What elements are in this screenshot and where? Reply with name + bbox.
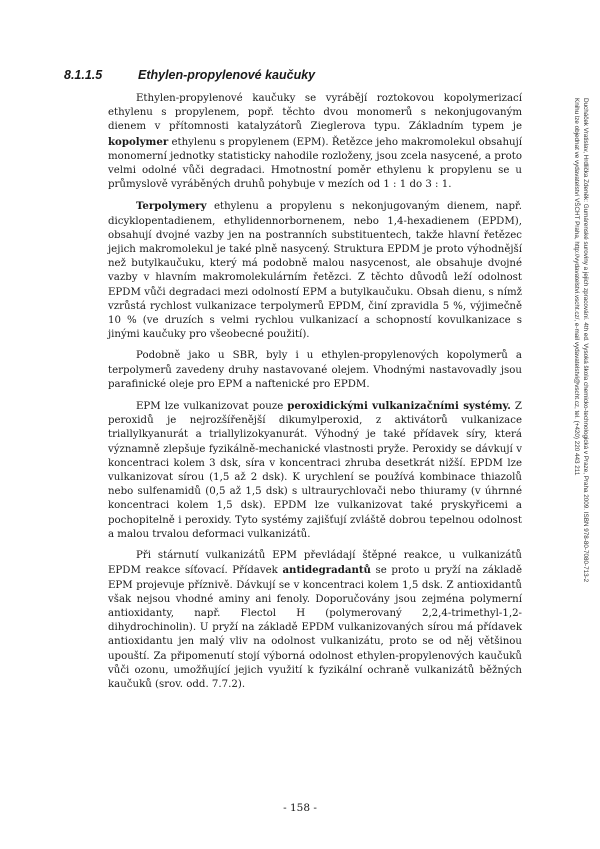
text-run: Ethylen-propylenové kaučuky se vyrábějí roztokovou kopolymerizací ethylenu s propylenem, popř. těchto dvou monomerů s nekonjugovaným dienem v přítomnosti katalyzátorů Zieglerova typu. Základním typem je	[108, 93, 522, 133]
page-number: - 158 -	[283, 802, 317, 814]
body-text	[108, 92, 522, 699]
paragraph	[108, 349, 522, 392]
text-run: Při stárnutí vulkanizátů EPM převládají štěpné reakce, u vulkanizátů EPDM reakce síťovací. Přídavek	[108, 550, 522, 577]
text-run: Podobně jako u SBR, byly i u ethylen-propylenových kopolymerů a terpolymerů zavedeny druhy nastavované olejem. Vhodnými nastavovadly jsou parafinické oleje pro EPM a naftenické pro EPDM.	[108, 350, 522, 390]
paragraph	[108, 199, 522, 342]
paragraph	[108, 399, 522, 542]
paragraph	[108, 549, 522, 692]
paragraph	[108, 92, 522, 192]
order-info-line: Knihu lze objednat ve vydavatelství VŠCHT Praha, http://vydavatelstvi.vscht.cz/, e-mail vydavatelstvi@vscht.cz, tel. (+420) 220 443 211	[573, 98, 580, 476]
bold-term: kopolymer	[108, 135, 169, 148]
bold-term: antidegradantů	[282, 564, 371, 577]
text-run: ethylenu s propylenem (EPM). Řetězce jeho makromolekul obsahují monomerní jednotky statisticky nahodile rozloženy, jsou zcela nasycené, a proto velmi odolné vůči degradaci. Hmotnostní poměr ethylenu k propylenu se u průmyslově vyráběných druhů pohybuje v mezích od 1 : 1 do 3 : 1.	[108, 136, 522, 191]
section-heading	[64, 68, 524, 82]
section-title: Ethylen-propylenové kaučuky	[138, 68, 316, 82]
text-run: ethylenu a propylenu s nekonjugovaným dienem, např. dicyklopentadienem, ethylidennorbornenem, nebo 1,4-hexadienem (EPDM), obsahují dvojné vazby jen na postranních substituentech, takže hlavní řetězec jejich makromolekul je také plně nasycený. Struktura EPDM je proto výhodnější než butylkaučuku, který má podobně malou nasycenost, ale obsahuje dvojné vazby v hlavním makromolekulárním řetězci. Z těchto důvodů leží odolnost EPDM vůči degradaci mezi odolností EPM a butylkaučuku. Obsah dienu, s nímž vzrůstá rychlost vulkanizace terpolymerů EPDM, činí zpravidla 5 %, výjimečně 10 % (ve druzích s velmi rychlou vulkanizací a schopností kovulkanizace s jinými kaučuky pro všeobecné použití).	[108, 201, 522, 341]
citation-line: Ducháček Vratislav, Hrdlička Zdeněk: Gumárenské suroviny a jejich zpracování. 4th ed. Vysoká škola chemicko-technologická v Praze, Praha 2009. ISBN 978-80-7080-713-2	[582, 98, 589, 583]
publication-sidenote	[572, 98, 590, 582]
text-run: EPM lze vulkanizovat pouze	[136, 401, 288, 413]
bold-term: Terpolymery	[136, 200, 207, 213]
section-number: 8.1.1.5	[64, 68, 103, 82]
text-run: Z peroxidů je nejrozšířenější dikumylperoxid, z aktivátorů vulkanizace triallylkyanurát a triallylizokyanurát. Výhodný je také přídavek síry, která významně zlepšuje fyzikálně-mechanické vlastnosti pryže. Peroxidy se dávkují v koncentraci kolem 3 dsk, síra v koncentraci zhruba desetkrát nižší. EPDM lze vulkanizovat sírou (1,5 až 2 dsk). K urychlení se používá kombinace thiazolů nebo sulfenamidů (0,5 až 1,5 dsk) s ultraurychlovači nebo thiuramy (v úhrnné koncentraci kolem 1,5 dsk). EPDM lze vulkanizovat také pryskyřicemi a pochopitelně i peroxidy. Tyto systémy zajišťují zvláště dobrou tepelnou odolnost a malou trvalou deformaci vulkanizátů.	[108, 401, 522, 540]
text-run: se proto u pryží na základě EPM projevuje příznivě. Dávkují se v koncentraci kolem 1,5 dsk. Z antioxidantů však nejsou vhodné aminy ani fenoly. Doporučovány jsou zejména polymerní antioxidanty, např. Flectol H (polymerovaný 2,2,4-trimethyl-1,2-dihydrochinolin). U pryží na základě EPDM vulkanizovaných sírou má přídavek antioxidantu jen malý vliv na odolnost vulkanizátu, proto se od něj většinou upouští. Za připomenutí stojí výborná odolnost ethylen-propylenových kaučuků vůči ozonu, umožňující jejich využití k fyzikální ochraně vulkanizátů běžných kaučuků (srov. odd. 7.7.2).	[108, 565, 523, 690]
bold-term: peroxidickými vulkanizačními systémy.	[287, 400, 511, 413]
